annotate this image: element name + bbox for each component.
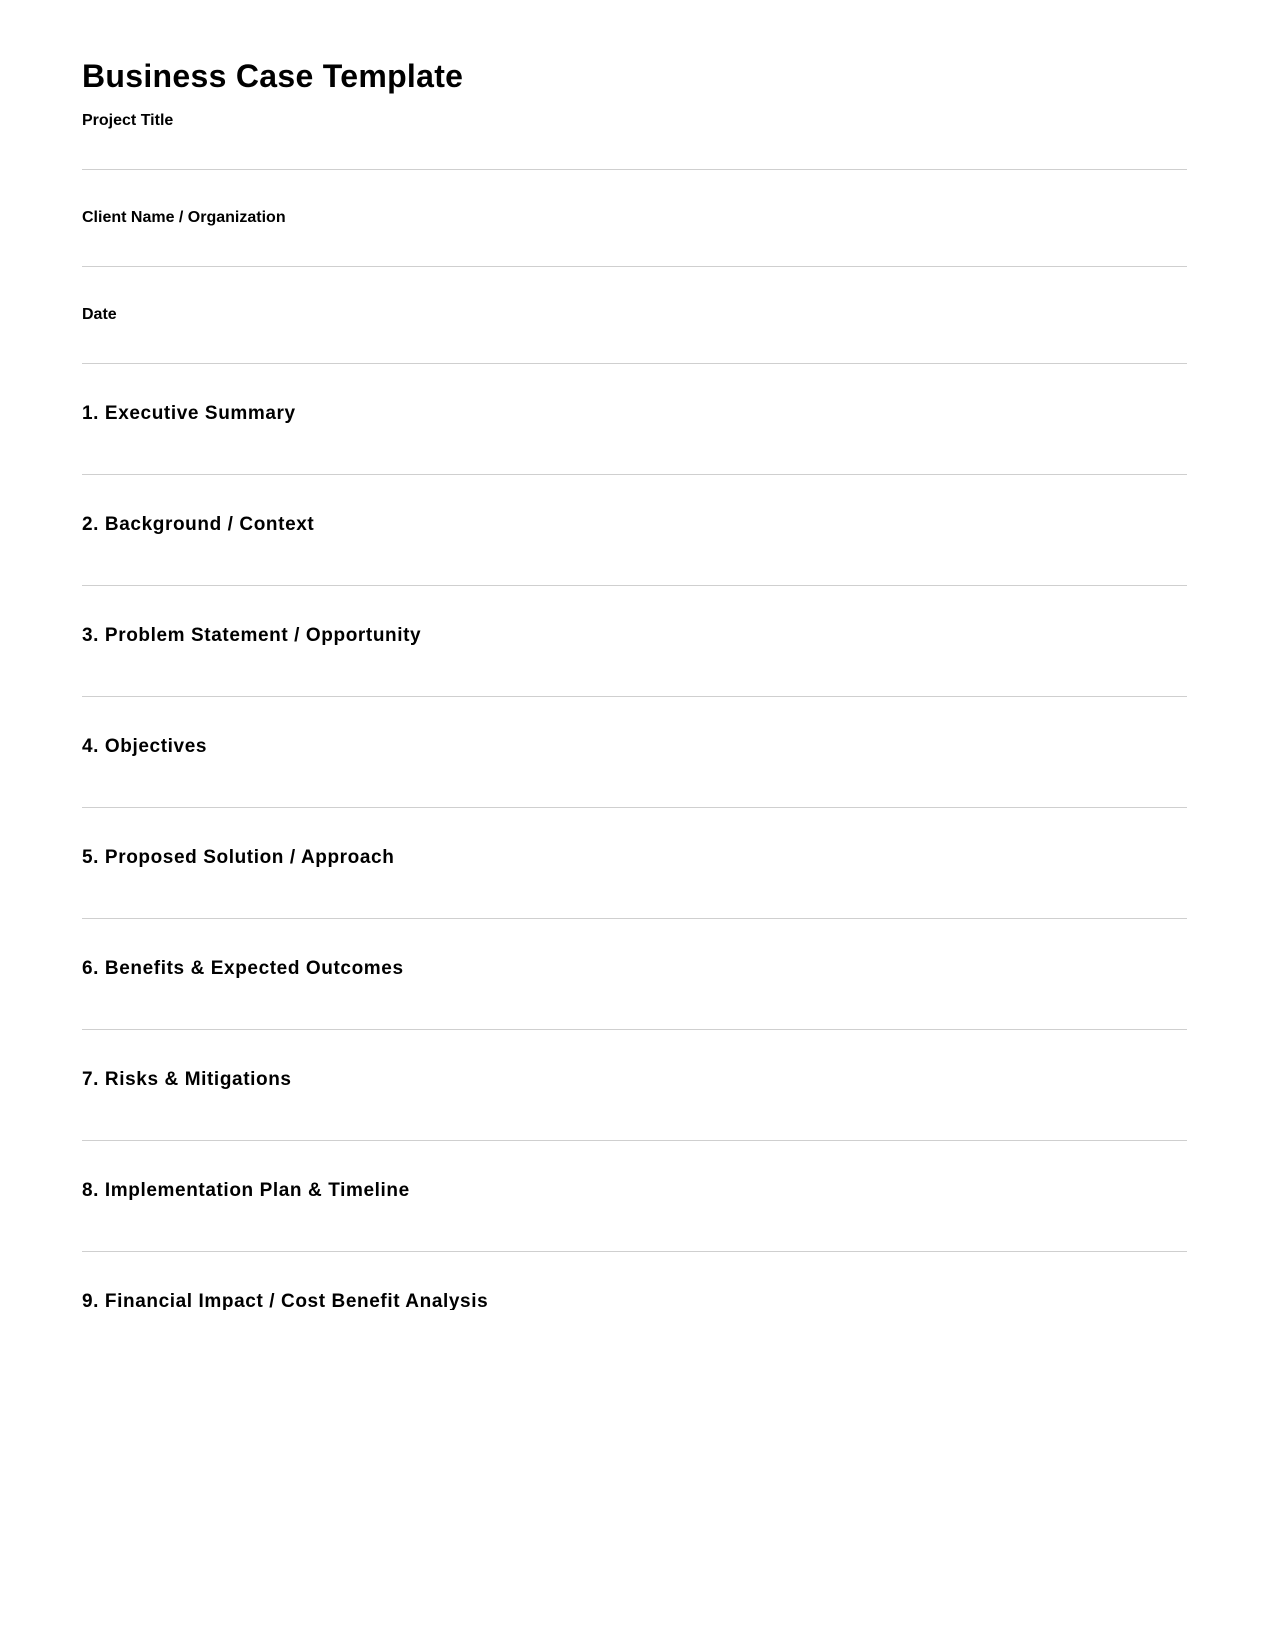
date-label: Date — [82, 306, 117, 323]
client-name-label: Client Name / Organization — [82, 209, 286, 226]
section-heading-executive-summary: 1. Executive Summary — [82, 403, 296, 424]
section-heading-implementation-plan: 8. Implementation Plan & Timeline — [82, 1180, 410, 1201]
section-heading-background: 2. Background / Context — [82, 514, 315, 535]
section-heading-problem-statement: 3. Problem Statement / Opportunity — [82, 625, 422, 646]
section-divider — [82, 807, 1187, 808]
section-divider — [82, 918, 1187, 919]
section-divider — [82, 1251, 1187, 1252]
section-heading-benefits: 6. Benefits & Expected Outcomes — [82, 958, 404, 979]
section-heading-financial-impact: 9. Financial Impact / Cost Benefit Analysis — [82, 1291, 489, 1310]
document-page — [82, 0, 1187, 1310]
date-line[interactable] — [82, 363, 1187, 364]
section-heading-proposed-solution: 5. Proposed Solution / Approach — [82, 847, 395, 868]
document-title: Business Case Template — [82, 58, 464, 94]
project-title-label: Project Title — [82, 112, 174, 129]
section-divider — [82, 1029, 1187, 1030]
section-divider — [82, 1140, 1187, 1141]
project-title-line[interactable] — [82, 169, 1187, 170]
section-divider — [82, 585, 1187, 586]
client-name-line[interactable] — [82, 266, 1187, 267]
section-divider — [82, 696, 1187, 697]
section-divider — [82, 474, 1187, 475]
section-heading-risks: 7. Risks & Mitigations — [82, 1069, 292, 1090]
section-heading-objectives: 4. Objectives — [82, 736, 208, 757]
